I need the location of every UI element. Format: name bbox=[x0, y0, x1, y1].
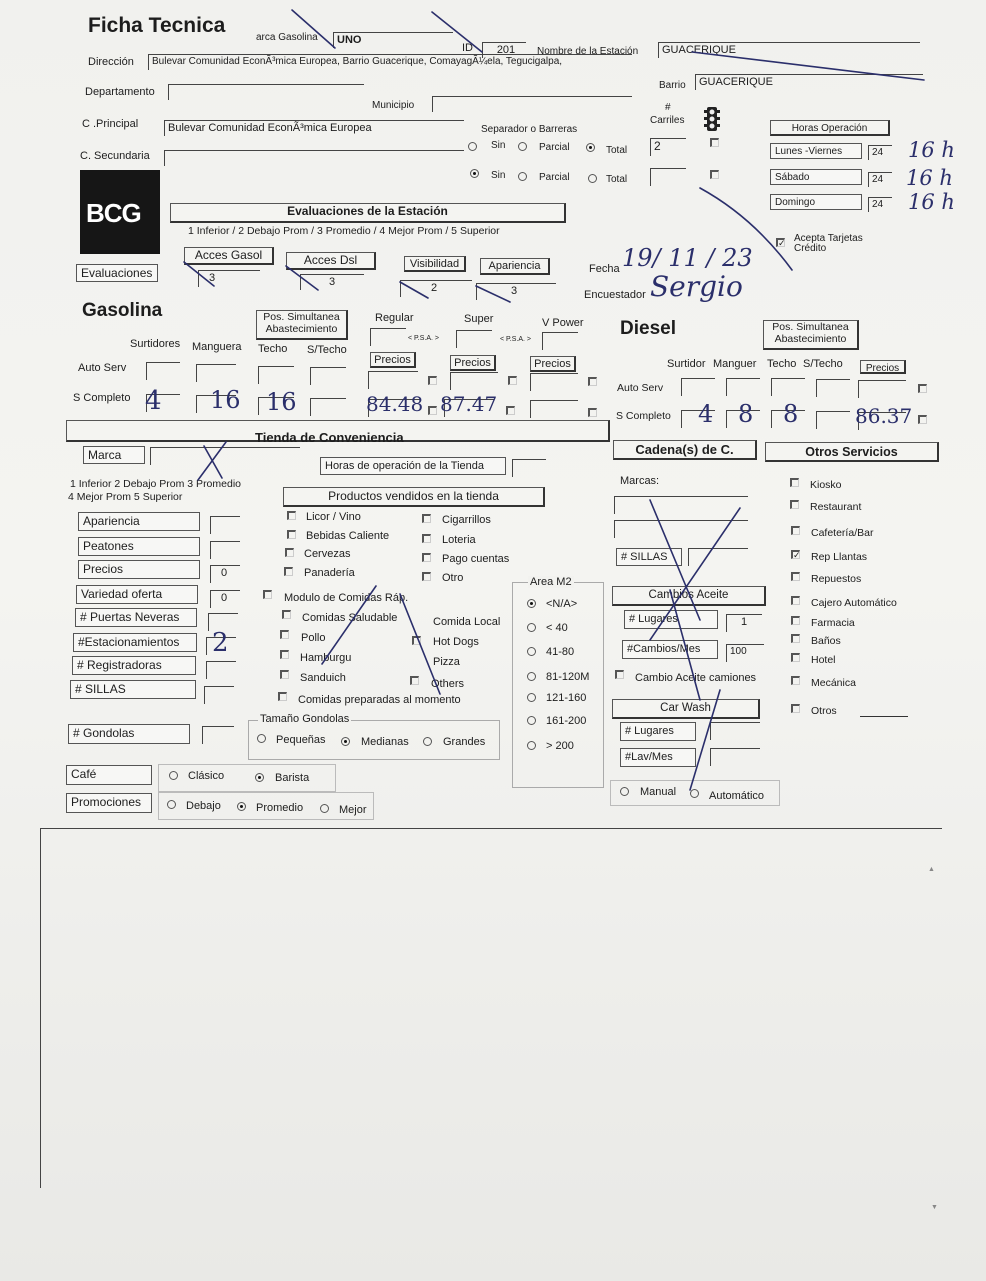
marcas-field-2[interactable] bbox=[614, 520, 748, 538]
hotdogs-checkbox[interactable] bbox=[412, 636, 421, 645]
manual-radio[interactable] bbox=[620, 787, 629, 796]
prod-bebidas-label: Bebidas Caliente bbox=[306, 530, 390, 542]
scompleto-label: S Completo bbox=[73, 392, 131, 404]
auto-serv-label: Auto Serv bbox=[78, 362, 127, 374]
scompleto-surtidores-hand: 4 bbox=[145, 386, 162, 416]
cafe-radio-clasico[interactable] bbox=[169, 771, 178, 780]
barrio-field[interactable]: GUACERIQUE bbox=[695, 74, 923, 90]
otros-checkbox-4[interactable] bbox=[791, 572, 800, 581]
prod-cervezas-checkbox[interactable] bbox=[285, 548, 294, 557]
tienda-eval-precios-field[interactable]: 0 bbox=[210, 565, 240, 583]
precios-super-button[interactable]: Precios bbox=[450, 355, 496, 371]
cafe-group bbox=[158, 764, 336, 792]
cafe-option-barista: Barista bbox=[275, 772, 310, 784]
tamano-radio-2[interactable] bbox=[423, 737, 432, 746]
scompleto-price-vpower[interactable] bbox=[530, 400, 578, 418]
cafe-option-clasico: Clásico bbox=[188, 770, 225, 782]
auto-techo[interactable] bbox=[258, 366, 294, 384]
diesel-manguer-hand: 8 bbox=[738, 400, 754, 428]
otros-checkbox-10[interactable] bbox=[791, 704, 800, 713]
direccion-label: Dirección bbox=[88, 56, 134, 68]
total-label-2: Total bbox=[606, 174, 628, 185]
tienda-scale-1: 1 Inferior 2 Debajo Prom 3 Promedio bbox=[70, 478, 241, 490]
area-radio-4[interactable] bbox=[527, 693, 536, 702]
area-radio-5[interactable] bbox=[527, 716, 536, 725]
hours-field-weekday[interactable]: 24 bbox=[868, 145, 892, 160]
sc-super-checkbox[interactable] bbox=[506, 406, 515, 415]
diesel-auto-manguer[interactable] bbox=[726, 378, 760, 396]
area-label: Area M2 bbox=[530, 576, 572, 588]
area-group bbox=[512, 582, 604, 788]
diesel-pos-simultanea: Pos. Simultanea Abastecimiento bbox=[763, 320, 859, 350]
station-name-field[interactable]: GUACERIQUE bbox=[658, 42, 920, 58]
otros-label-1: Restaurant bbox=[810, 501, 862, 513]
evaluaciones-label: Evaluaciones bbox=[76, 264, 158, 282]
acces-gasol-button[interactable]: Acces Gasol bbox=[184, 247, 274, 265]
tienda-eval-estacionamientos: #Estacionamientos bbox=[73, 633, 197, 652]
sin-label-1: Sin bbox=[491, 140, 506, 151]
tienda-scale-2: 4 Mejor Prom 5 Superior bbox=[68, 491, 183, 503]
evaluaciones-scale: 1 Inferior / 2 Debajo Prom / 3 Promedio / 4 Mejor Prom / 5 Superior bbox=[188, 225, 500, 237]
tienda-eval-registradoras-field[interactable] bbox=[206, 661, 236, 679]
diesel-auto-precio[interactable] bbox=[858, 380, 906, 398]
tamano-radio-1[interactable] bbox=[341, 737, 350, 746]
separador-sin-radio-1[interactable] bbox=[468, 142, 477, 151]
separador-parcial-radio-2[interactable] bbox=[518, 172, 527, 181]
tamano-option-0: Pequeñas bbox=[276, 734, 326, 746]
comida-saludable-label: Comidas Saludable bbox=[302, 612, 398, 624]
diesel-auto-techo[interactable] bbox=[771, 378, 805, 396]
tienda-eval-variedad: Variedad oferta bbox=[76, 585, 198, 604]
tamano-radio-0[interactable] bbox=[257, 734, 266, 743]
sin-label-2: Sin bbox=[491, 170, 506, 181]
pizza-label: Pizza bbox=[433, 656, 460, 668]
auto-vpower-checkbox[interactable] bbox=[588, 377, 597, 386]
area-option-0: <N/A> bbox=[546, 598, 578, 610]
car-wash-title: Car Wash bbox=[612, 699, 760, 719]
area-radio-6[interactable] bbox=[527, 741, 536, 750]
apariencia-value[interactable]: 3 bbox=[476, 283, 556, 300]
cprincipal-field[interactable]: Bulevar Comunidad EconÃ³mica Europea bbox=[164, 120, 464, 136]
municipio-field[interactable] bbox=[432, 96, 632, 112]
tienda-marca-field[interactable] bbox=[150, 447, 300, 465]
auto-super-checkbox[interactable] bbox=[508, 376, 517, 385]
sanduich-label: Sanduich bbox=[300, 672, 346, 684]
acces-gasol-value[interactable]: 3 bbox=[198, 270, 260, 287]
sc-regular-checkbox[interactable] bbox=[428, 406, 437, 415]
sc-vpower-checkbox[interactable] bbox=[588, 408, 597, 417]
area-radio-3[interactable] bbox=[527, 672, 536, 681]
hotdogs-label: Hot Dogs bbox=[433, 636, 479, 648]
otros-label-5: Cajero Automático bbox=[811, 597, 897, 609]
scompleto-stecho[interactable] bbox=[310, 398, 346, 416]
otros-checkbox-9[interactable] bbox=[791, 676, 800, 685]
diesel-col-techo: Techo bbox=[767, 358, 797, 370]
total-label-1: Total bbox=[606, 145, 628, 156]
area-option-5: 161-200 bbox=[546, 715, 587, 727]
scroll-up-icon[interactable]: ▲ bbox=[928, 866, 935, 873]
separador-label: Separador o Barreras bbox=[481, 124, 578, 135]
estacionamientos-hand: 2 bbox=[212, 628, 229, 658]
area-option-6: > 200 bbox=[546, 740, 574, 752]
regular-label: Regular bbox=[375, 312, 414, 324]
diesel-surtidor-hand: 4 bbox=[698, 400, 714, 428]
separador-total-radio-2[interactable] bbox=[588, 174, 597, 183]
hamburguesa-label: Hamburgu bbox=[300, 652, 352, 664]
otros-label-6: Farmacia bbox=[811, 617, 855, 629]
prod-panaderia-checkbox[interactable] bbox=[284, 567, 293, 576]
tienda-eval-sillas-field[interactable] bbox=[204, 686, 234, 704]
prod-panaderia-label: Panadería bbox=[304, 567, 355, 579]
super-label: Super bbox=[464, 313, 494, 325]
otros-label-2: Cafetería/Bar bbox=[811, 527, 874, 539]
comida-local-label: Comida Local bbox=[433, 616, 501, 628]
promociones-label: Promociones bbox=[66, 793, 152, 813]
col-techo: Techo bbox=[258, 343, 288, 355]
lav-mes-label: #Lav/Mes bbox=[620, 748, 696, 767]
carriles-hash: # bbox=[665, 102, 671, 113]
hours-field-sunday[interactable]: 24 bbox=[868, 197, 892, 212]
otros-label-4: Repuestos bbox=[811, 573, 862, 585]
separador-sin-radio-2[interactable] bbox=[470, 169, 479, 178]
psa-label-1: < P.S.A. > bbox=[408, 335, 440, 342]
tienda-eval-peatones-field[interactable] bbox=[210, 541, 240, 559]
separador-parcial-radio-1[interactable] bbox=[518, 142, 527, 151]
prod-cervezas-label: Cervezas bbox=[304, 548, 351, 560]
area-radio-0[interactable] bbox=[527, 599, 536, 608]
diesel-col-surtidor: Surtidor bbox=[667, 358, 706, 370]
others-label: Others bbox=[431, 678, 465, 690]
diesel-auto-checkbox[interactable] bbox=[918, 384, 927, 393]
station-name-label: Nombre de la Estación bbox=[537, 46, 639, 57]
tienda-eval-apariencia-field[interactable] bbox=[210, 516, 240, 534]
auto-surtidores[interactable] bbox=[146, 362, 180, 380]
visibilidad-value[interactable]: 2 bbox=[400, 280, 472, 297]
otros-checkbox-1[interactable] bbox=[790, 500, 799, 509]
tienda-eval-registradoras: # Registradoras bbox=[72, 656, 196, 675]
otros-checkbox-0[interactable] bbox=[790, 478, 799, 487]
encuestador-label: Encuestador bbox=[584, 289, 646, 301]
horas-operacion-title: Horas Operación bbox=[770, 120, 890, 136]
gasolina-title: Gasolina bbox=[82, 300, 163, 321]
automatico-label: Automático bbox=[709, 790, 765, 802]
modulo-label: Modulo de Comidas Ráp. bbox=[284, 592, 409, 604]
auto-price-vpower[interactable] bbox=[530, 373, 578, 391]
barrio-label: Barrio bbox=[659, 80, 686, 91]
scompleto-manguera-hand: 16 bbox=[210, 386, 241, 414]
area-option-4: 121-160 bbox=[546, 692, 587, 704]
productos-title: Productos vendidos en la tienda bbox=[283, 487, 545, 507]
otros-label-8: Hotel bbox=[811, 654, 836, 666]
otros-label-3: Rep Llantas bbox=[811, 551, 868, 563]
otros-label-10: Otros bbox=[811, 705, 837, 717]
auto-stecho[interactable] bbox=[310, 367, 346, 385]
id-field[interactable]: 201 bbox=[482, 42, 526, 58]
regular-pos-field[interactable] bbox=[370, 328, 406, 346]
lav-mes-field[interactable] bbox=[710, 748, 760, 766]
price-regular-hand: 84.48 bbox=[366, 392, 424, 416]
carriles-label: Carriles bbox=[650, 115, 685, 126]
hours-label-weekday: Lunes -Viernes bbox=[770, 143, 862, 159]
diesel-col-stecho: S/Techo bbox=[803, 358, 843, 370]
acces-dsl-value[interactable]: 3 bbox=[300, 274, 364, 290]
pollo-checkbox[interactable] bbox=[280, 630, 289, 639]
tienda-eval-apariencia: Apariencia bbox=[78, 512, 200, 531]
prod-bebidas-checkbox[interactable] bbox=[287, 530, 296, 539]
diesel-col-manguer: Manguer bbox=[713, 358, 757, 370]
manual-label: Manual bbox=[640, 786, 677, 798]
carwash-lugares-field[interactable] bbox=[710, 722, 760, 740]
gondolas-label: # Gondolas bbox=[68, 724, 190, 744]
otros-checkbox-2[interactable] bbox=[791, 526, 800, 535]
super-pos-field[interactable] bbox=[456, 330, 492, 348]
carriles-checkbox-2[interactable] bbox=[710, 170, 719, 179]
parcial-label-2: Parcial bbox=[539, 172, 570, 183]
otros-checkbox-8[interactable] bbox=[791, 653, 800, 662]
prod-licor-checkbox[interactable] bbox=[287, 511, 296, 520]
otros-checkbox-3[interactable]: ✓ bbox=[793, 550, 801, 560]
page-title: Ficha Tecnica bbox=[88, 14, 226, 37]
cafe-label: Café bbox=[66, 765, 152, 785]
hours-field-saturday[interactable]: 24 bbox=[868, 172, 892, 187]
diesel-auto-stecho[interactable] bbox=[816, 379, 850, 397]
aceite-lugares-field[interactable]: 1 bbox=[726, 614, 762, 632]
otros-label-0: Kiosko bbox=[810, 479, 842, 491]
hours-handwritten-weekday: 16 h bbox=[908, 138, 955, 162]
others-checkbox[interactable] bbox=[410, 676, 419, 685]
precios-regular-button[interactable]: Precios bbox=[370, 352, 416, 368]
camiones-checkbox[interactable] bbox=[615, 670, 624, 679]
tarjetas-checkbox[interactable]: ✓ bbox=[778, 238, 786, 248]
promo-radio-mejor[interactable] bbox=[320, 804, 329, 813]
diesel-sc-stecho[interactable] bbox=[816, 411, 850, 429]
cadena-sillas-label: # SILLAS bbox=[616, 548, 682, 566]
prod-cigarrillos-checkbox[interactable] bbox=[422, 514, 431, 523]
carriles-checkbox-1[interactable] bbox=[710, 138, 719, 147]
tienda-eval-peatones: Peatones bbox=[78, 537, 200, 556]
tienda-horas-field[interactable] bbox=[512, 459, 546, 477]
tarjetas-label: Acepta Tarjetas Crédito bbox=[794, 233, 863, 254]
csecundaria-label: C. Secundaria bbox=[80, 150, 150, 162]
area-radio-1[interactable] bbox=[527, 623, 536, 632]
otros-servicios-title: Otros Servicios bbox=[765, 442, 939, 462]
parcial-label-1: Parcial bbox=[539, 142, 570, 153]
diesel-title: Diesel bbox=[620, 318, 676, 339]
marcas-field-1[interactable] bbox=[614, 496, 748, 514]
promo-option-mejor: Mejor bbox=[339, 804, 367, 816]
tienda-eval-variedad-field[interactable]: 0 bbox=[210, 590, 240, 608]
hours-label-saturday: Sábado bbox=[770, 169, 862, 185]
otros-label-7: Baños bbox=[811, 635, 841, 647]
diesel-techo-hand: 8 bbox=[783, 400, 799, 428]
vpower-pos-field[interactable] bbox=[542, 332, 578, 350]
otros-line bbox=[860, 716, 908, 717]
area-option-2: 41-80 bbox=[546, 646, 575, 658]
marcas-label: Marcas: bbox=[620, 475, 660, 487]
carriles-field-1[interactable]: 2 bbox=[650, 138, 686, 156]
col-manguera: Manguera bbox=[192, 341, 242, 353]
prod-cigarrillos-label: Cigarrillos bbox=[442, 514, 491, 526]
auto-price-regular[interactable] bbox=[368, 371, 418, 389]
otros-checkbox-7[interactable] bbox=[791, 634, 800, 643]
aceite-lugares-label: # Lugares bbox=[624, 610, 718, 629]
tienda-eval-precios: Precios bbox=[78, 560, 200, 579]
diesel-auto-label: Auto Serv bbox=[617, 382, 664, 394]
col-surtidores: Surtidores bbox=[130, 338, 181, 350]
prod-otro-label: Otro bbox=[442, 572, 464, 584]
pollo-label: Pollo bbox=[301, 632, 326, 644]
scompleto-techo-hand: 16 bbox=[266, 388, 297, 416]
fecha-handwritten: 19/ 11 / 23 bbox=[622, 244, 753, 272]
otros-label-9: Mecánica bbox=[811, 677, 856, 689]
automatico-radio[interactable] bbox=[690, 789, 699, 798]
prod-pago-checkbox[interactable] bbox=[422, 553, 431, 562]
bcg-logo bbox=[80, 170, 160, 254]
prod-loteria-checkbox[interactable] bbox=[422, 534, 431, 543]
tienda-eval-sillas: # SILLAS bbox=[70, 680, 196, 699]
cambios-aceite-title: Cambios Aceite bbox=[612, 586, 766, 606]
auto-regular-checkbox[interactable] bbox=[428, 376, 437, 385]
promo-radio-debajo[interactable] bbox=[167, 800, 176, 809]
diesel-auto-surtidor[interactable] bbox=[681, 378, 715, 396]
departamento-label: Departamento bbox=[85, 86, 155, 98]
tienda-horas-label: Horas de operación de la Tienda bbox=[320, 457, 506, 475]
hours-handwritten-saturday: 16 h bbox=[906, 166, 953, 190]
cprincipal-label: C .Principal bbox=[82, 118, 139, 130]
acces-dsl-button[interactable]: Acces Dsl bbox=[286, 252, 376, 270]
diesel-scompleto-label: S Completo bbox=[616, 410, 671, 422]
psa-label-2: < P.S.A. > bbox=[500, 336, 532, 343]
area-radio-2[interactable] bbox=[527, 647, 536, 656]
price-super-hand: 87.47 bbox=[440, 392, 498, 416]
scroll-down-icon[interactable]: ▼ bbox=[931, 1204, 938, 1211]
diesel-sc-checkbox[interactable] bbox=[918, 415, 927, 424]
evaluaciones-title: Evaluaciones de la Estación bbox=[170, 203, 566, 223]
direccion-field[interactable]: Bulevar Comunidad EconÃ³mica Europea, Barrio Guacerique, ComayagÃ¼ela, Tegucigalpa, bbox=[148, 54, 632, 70]
sanduich-checkbox[interactable] bbox=[280, 670, 289, 679]
separador-total-radio-1[interactable] bbox=[586, 143, 595, 152]
cambios-mes-label: #Cambios/Mes bbox=[622, 640, 718, 659]
cadena-title: Cadena(s) de C. bbox=[613, 440, 757, 460]
comidas-preparadas-checkbox[interactable] bbox=[278, 692, 287, 701]
otros-checkbox-5[interactable] bbox=[791, 596, 800, 605]
cafe-radio-barista[interactable] bbox=[255, 773, 264, 782]
cambios-mes-field[interactable]: 100 bbox=[726, 644, 764, 662]
tienda-title: Tienda de Conveniencia bbox=[66, 420, 610, 442]
prod-licor-label: Licor / Vino bbox=[306, 511, 361, 523]
prod-loteria-label: Loteria bbox=[442, 534, 476, 546]
precios-vpower-button[interactable]: Precios bbox=[530, 356, 576, 372]
tienda-eval-puertas: # Puertas Neveras bbox=[75, 608, 197, 627]
promo-option-promedio: Promedio bbox=[256, 802, 304, 814]
gasolina-pos-simultanea: Pos. Simultanea Abastecimiento bbox=[256, 310, 348, 340]
area-option-3: 81-120M bbox=[546, 671, 590, 683]
promo-radio-promedio[interactable] bbox=[237, 802, 246, 811]
diesel-precio-hand: 86.37 bbox=[855, 404, 913, 428]
municipio-label: Municipio bbox=[372, 100, 415, 111]
auto-price-super[interactable] bbox=[450, 372, 498, 390]
col-stecho: S/Techo bbox=[307, 344, 347, 356]
id-label: ID bbox=[462, 42, 473, 54]
comida-saludable-checkbox[interactable] bbox=[282, 610, 291, 619]
marca-gasolina-field[interactable]: UNO bbox=[333, 32, 453, 48]
hamburguesa-checkbox[interactable] bbox=[280, 650, 289, 659]
cadena-sillas-field[interactable] bbox=[688, 548, 748, 566]
hours-label-sunday: Domingo bbox=[770, 194, 862, 210]
comidas-preparadas-label: Comidas preparadas al momento bbox=[298, 694, 461, 706]
camiones-label: Cambio Aceite camiones bbox=[635, 672, 757, 684]
area-option-1: < 40 bbox=[546, 622, 568, 634]
departamento-field[interactable] bbox=[168, 84, 364, 100]
traffic-light-icon bbox=[704, 107, 720, 131]
tamano-label: Tamaño Gondolas bbox=[260, 713, 350, 725]
gondolas-field[interactable] bbox=[202, 726, 234, 744]
auto-manguera[interactable] bbox=[196, 364, 236, 382]
fecha-label: Fecha bbox=[589, 263, 620, 275]
modulo-checkbox[interactable] bbox=[263, 590, 272, 599]
csecundaria-field[interactable] bbox=[164, 150, 464, 166]
hours-handwritten-sunday: 16 h bbox=[908, 190, 955, 214]
marca-gasolina-label: arca Gasolina bbox=[256, 32, 318, 43]
prod-otro-checkbox[interactable] bbox=[422, 572, 431, 581]
carwash-lugares-label: # Lugares bbox=[620, 722, 696, 741]
encuestador-handwritten: Sergio bbox=[650, 270, 743, 303]
promo-option-debajo: Debajo bbox=[186, 800, 221, 812]
prod-pago-label: Pago cuentas bbox=[442, 553, 510, 565]
apariencia-button[interactable]: Apariencia bbox=[480, 258, 550, 275]
tamano-option-2: Grandes bbox=[443, 736, 486, 748]
visibilidad-button[interactable]: Visibilidad bbox=[404, 256, 466, 272]
tamano-option-1: Medianas bbox=[361, 736, 409, 748]
logo-text: BCG bbox=[86, 198, 141, 228]
diesel-precios-button[interactable]: Precios bbox=[860, 360, 906, 374]
notes-area[interactable] bbox=[40, 828, 942, 1188]
otros-checkbox-6[interactable] bbox=[791, 616, 800, 625]
vpower-label: V Power bbox=[542, 317, 584, 329]
tienda-marca-label: Marca bbox=[83, 446, 145, 464]
carriles-field-2[interactable] bbox=[650, 168, 686, 186]
